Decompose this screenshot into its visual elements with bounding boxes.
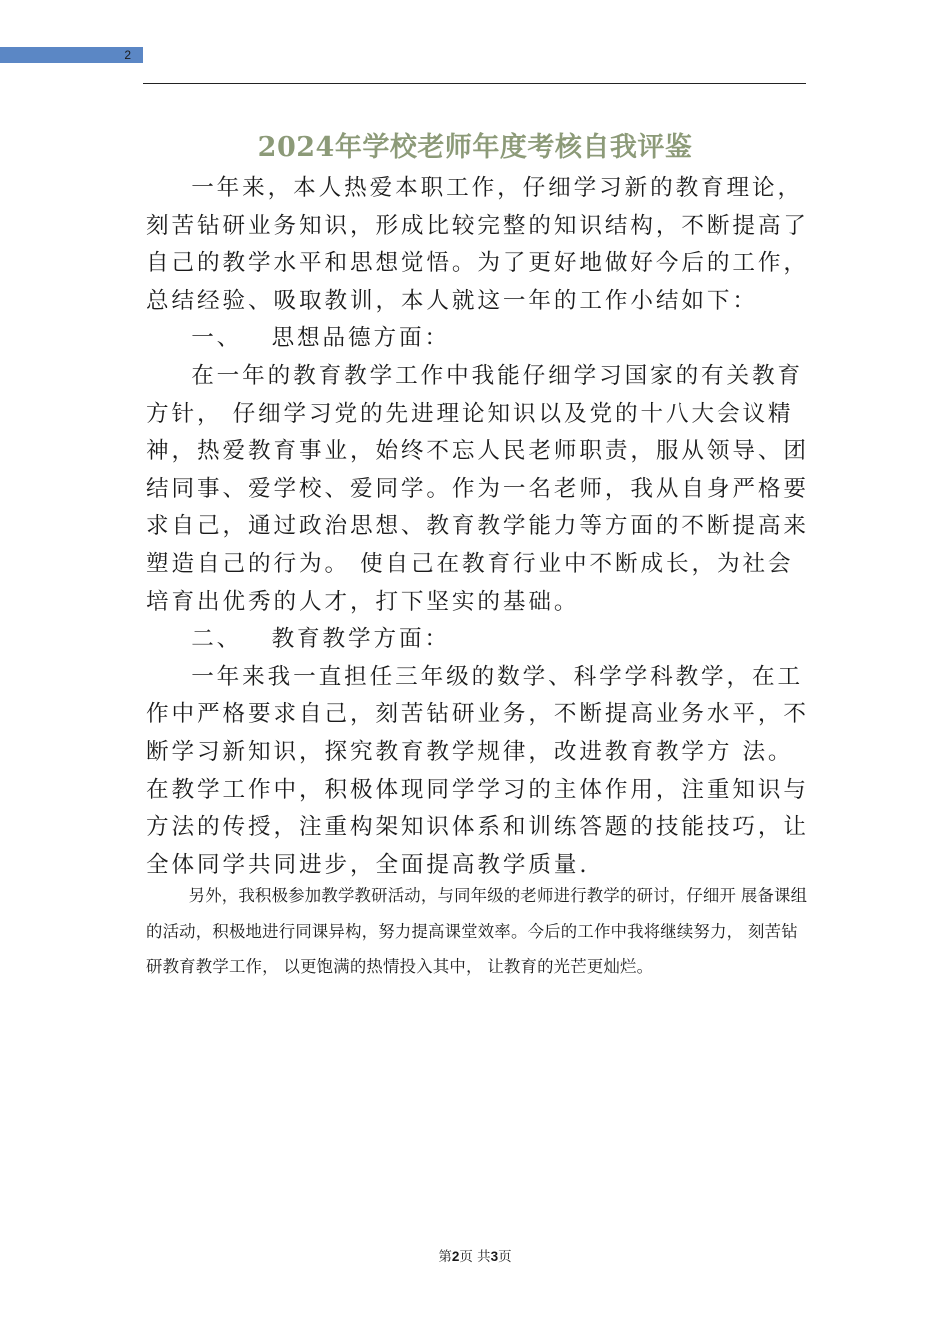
section-number-2: 二、 [191, 626, 243, 653]
section-number-1: 一、 [191, 325, 243, 352]
footer-current-page: 2 [451, 1249, 460, 1264]
section-heading-2 [146, 621, 812, 659]
footer-prefix: 第 [438, 1249, 452, 1265]
header-rule [143, 83, 806, 84]
section-title-1: 思想品德方面： [271, 325, 451, 352]
document-body [146, 170, 812, 884]
page-tab-number: 2 [124, 48, 131, 62]
section-paragraph-1: 在一年的教育教学工作中我能仔细学习国家的有关教育方针， 仔细学习党的先进理论知识以及党的十八大会议精神，热爱教育事业，始终不忘人民老师职责，服从领导、团结同事、爱学校、爱同学。作为一名老师，我从自身严格要求自己，通过政治思想、教育教学能力等方面的不断提高来塑造自己的行为。 使自己在教育行业中不断成长，为社会培育出优秀的人才，打下坚实的基础。 [146, 362, 809, 615]
closing-block [146, 879, 810, 986]
intro-paragraph: 一年来，本人热爱本职工作，仔细学习新的教育理论，刻苦钻研业务知识，形成比较完整的知识结构，不断提高了自己的教学水平和思想觉悟。为了更好地做好今后的工作，总结经验、吸取教训，本人就这一年的工作小结如下： [146, 175, 809, 314]
closing-paragraph: 另外，我积极参加教学教研活动，与同年级的老师进行教学的研讨，仔细开 展备课组的活动，积极地进行同课异构，努力提高课堂效率。今后的工作中我将继续努力， 刻苦钻研教育教学工作， 以更饱满的热情投入其中， 让教育的光芒更灿烂。 [146, 887, 808, 977]
section-paragraph-2: 一年来我一直担任三年级的数学、科学学科教学，在工作中严格要求自己，刻苦钻研业务，不断提高业务水平，不断学习新知识，探究教育教学规律，改进教育教学方 法。在教学工作中，积极体现同学学习的主体作用，注重知识与方法的传授，注重构架知识体系和训练答题的技能技巧，让全体同学共同进步，全面提高教学质量. [146, 663, 809, 878]
page-tab [0, 47, 143, 63]
document-title: 2024年学校老师年度考核自我评鉴 [257, 132, 693, 163]
footer-suffix: 页 [498, 1249, 512, 1265]
footer-total-pages: 3 [490, 1249, 499, 1264]
footer-middle: 页 共 [459, 1249, 491, 1265]
section-heading-1 [146, 320, 812, 358]
section-title-2: 教育教学方面： [271, 626, 451, 653]
page-footer [0, 1247, 950, 1267]
